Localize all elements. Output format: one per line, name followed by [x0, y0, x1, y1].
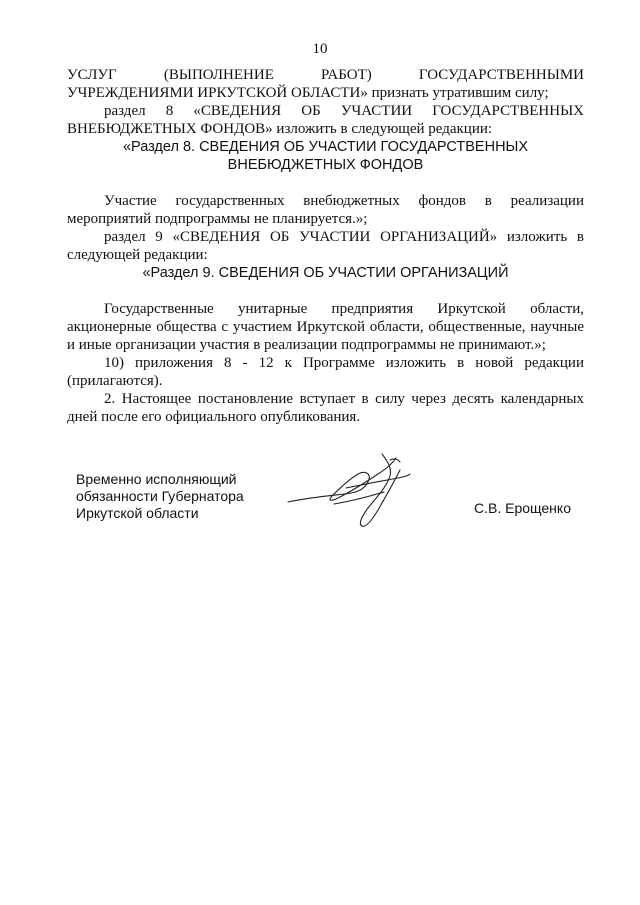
paragraph-entry-into-force: 2. Настоящее постановление вступает в силу через десять календарных дней после его официального опубликования. [67, 391, 584, 425]
paragraph-funds-participation: Участие государственных внебюджетных фондов в реализации мероприятий подпрограммы не планируется.»; [67, 193, 584, 227]
paragraph-organizations-participation: Государственные унитарные предприятия Иркутской области, акционерные общества с участием Иркутской области, общественные, научные и иные организации участия в реализации подпрограммы не принимают.»; [67, 301, 584, 353]
signatory-title [76, 471, 244, 522]
paragraph-section-9: раздел 9 «СВЕДЕНИЯ ОБ УЧАСТИИ ОРГАНИЗАЦИЙ» изложить в следующей редакции: [67, 229, 584, 263]
handwritten-signature [286, 452, 426, 532]
page-number: 10 [312, 41, 328, 57]
signatory-title-line: обязанности Губернатора [76, 488, 244, 504]
text-line-services: УСЛУГ (ВЫПОЛНЕНИЕ РАБОТ) ГОСУДАРСТВЕННЫМИ [67, 67, 584, 83]
signatory-title-line: Временно исполняющий [76, 471, 237, 487]
paragraph-appendices: 10) приложения 8 - 12 к Программе изложить в новой редакции (прилагаются). [67, 355, 584, 389]
paragraph-section-8: раздел 8 «СВЕДЕНИЯ ОБ УЧАСТИИ ГОСУДАРСТВЕННЫХ ВНЕБЮДЖЕТНЫХ ФОНДОВ» изложить в следующей редакции: [67, 103, 584, 137]
document-body [67, 66, 584, 426]
signatory-name: С.В. Ерощенко [474, 500, 571, 516]
heading-section-8: «Раздел 8. СВЕДЕНИЯ ОБ УЧАСТИИ ГОСУДАРСТВЕННЫХ ВНЕБЮДЖЕТНЫХ ФОНДОВ [122, 139, 529, 173]
heading-section-9: «Раздел 9. СВЕДЕНИЯ ОБ УЧАСТИИ ОРГАНИЗАЦИЙ [142, 265, 509, 281]
signatory-title-line: Иркутской области [76, 505, 199, 521]
text-line-institutions: УЧРЕЖДЕНИЯМИ ИРКУТСКОЙ ОБЛАСТИ» признать утратившим силу; [67, 85, 549, 101]
